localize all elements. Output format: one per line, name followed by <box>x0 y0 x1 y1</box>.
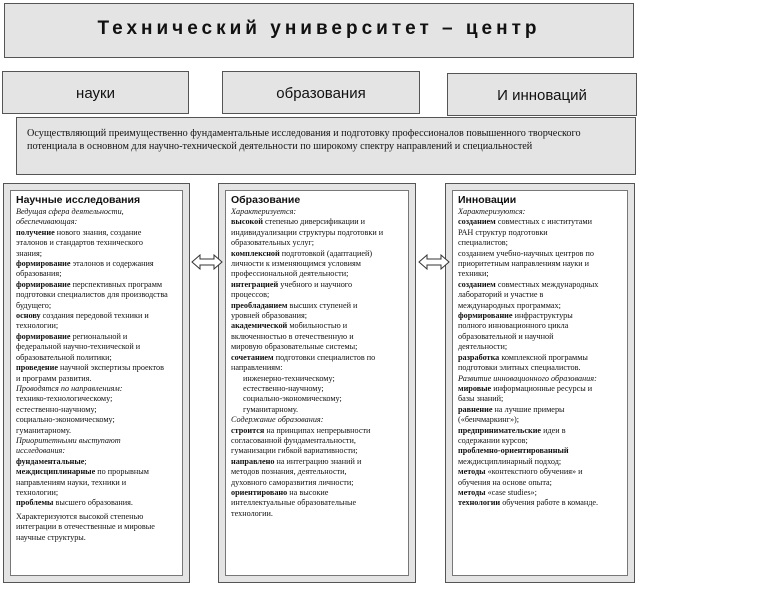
header-science <box>2 71 189 114</box>
list-item-text: индивидуализации структуры подготовки и <box>231 227 384 237</box>
list-item <box>16 394 177 404</box>
emphasis-term: строится <box>231 425 265 435</box>
list-item <box>231 457 403 467</box>
list-item <box>231 290 403 300</box>
list-item <box>16 512 177 522</box>
list-item <box>458 488 622 498</box>
emphasis-term: созданием <box>458 279 496 289</box>
emphasis-term: направлено <box>231 456 275 466</box>
list-item-text: приоритетным направлениям науки и <box>458 259 590 269</box>
list-item <box>231 394 403 404</box>
list-item-text: естественно-научному; <box>243 383 324 393</box>
emphasis-term: методы <box>458 467 486 477</box>
list-item-text: Развитие инновационного образования: <box>458 373 597 383</box>
list-item <box>458 394 622 404</box>
list-item-text: нового знания, создание <box>54 227 142 237</box>
emphasis-term: равнение <box>458 404 493 414</box>
double-arrow-icon <box>191 254 223 270</box>
list-item <box>458 467 622 477</box>
list-item <box>16 228 177 238</box>
list-item <box>231 478 403 488</box>
emphasis-term: мировые <box>458 383 492 393</box>
list-item <box>231 384 403 394</box>
list-item <box>16 405 177 415</box>
description-box <box>16 117 636 175</box>
list-item <box>458 436 622 446</box>
list-item-text: образования; <box>16 269 62 279</box>
list-item-text: образовательной и научной <box>458 331 554 341</box>
list-item <box>231 509 403 519</box>
list-item <box>231 405 403 415</box>
column-education-title: Образование <box>231 194 301 206</box>
list-item-text: инженерно-техническому; <box>243 373 335 383</box>
list-item <box>16 533 177 543</box>
list-item-text: Характеризуются: <box>458 207 526 216</box>
emphasis-term: основу <box>16 311 41 321</box>
list-item-text: технико-технологическому; <box>16 394 113 404</box>
description-text <box>27 127 627 153</box>
list-item <box>231 436 403 446</box>
list-item-text: Содержание образования: <box>231 415 324 425</box>
list-item <box>458 426 622 436</box>
emphasis-term: формирование <box>16 279 71 289</box>
list-item-text: будущего; <box>16 300 52 310</box>
list-item-text: Проводятся по направлениям: <box>16 383 123 393</box>
list-item <box>231 374 403 384</box>
list-item-text: учебного и научного <box>278 279 353 289</box>
list-item <box>231 217 403 227</box>
list-item-text: техники; <box>458 269 489 279</box>
list-item <box>458 269 622 279</box>
list-item <box>231 446 403 456</box>
list-item <box>16 488 177 498</box>
list-item-text: Ведущая сфера деятельности, <box>16 207 124 216</box>
column-research-title: Научные исследования <box>16 194 141 206</box>
list-item-text: на принципах непрерывности <box>264 425 371 435</box>
list-item-text: подготовки специалистов для производства <box>16 290 168 300</box>
emphasis-term: формирование <box>16 331 71 341</box>
list-item-text: технологии; <box>16 487 59 497</box>
list-item-text: социально-экономическому; <box>243 394 342 404</box>
list-item <box>16 290 177 300</box>
emphasis-term: интеграцией <box>231 279 279 289</box>
list-item-text: обучения на основе опыта; <box>458 477 552 487</box>
list-item-text: федеральной научно-технической и <box>16 342 141 352</box>
list-item <box>458 217 622 227</box>
description-line: Осуществляющий преимущественно фундаментальные исследования и подготовку профессионалов повышенного творческого <box>27 128 581 139</box>
diagram-title: Технический университет – центр <box>97 18 541 39</box>
title-box <box>4 3 634 58</box>
list-item <box>231 301 403 311</box>
emphasis-term: методы <box>458 487 486 497</box>
list-item <box>16 457 177 467</box>
list-item-text: степенью диверсификации и <box>262 217 366 227</box>
list-item <box>16 332 177 342</box>
list-item <box>16 522 177 532</box>
list-item-text: комплексной программы <box>499 352 588 362</box>
emphasis-term: технологии <box>458 498 501 508</box>
list-item-text: содержании курсов; <box>458 435 528 445</box>
list-item-text: интеллектуальные образовательные <box>231 498 357 508</box>
list-item <box>16 207 177 217</box>
column-innovation-body <box>452 190 628 576</box>
list-item-text: на высокие <box>287 487 329 497</box>
list-item <box>16 426 177 436</box>
list-item-text: подготовки элитных специалистов. <box>458 363 581 373</box>
list-item <box>16 415 177 425</box>
emphasis-term: академической <box>231 321 288 331</box>
list-item-text: включенностью в отечественную и <box>231 331 354 341</box>
header-education <box>222 71 420 114</box>
list-item-text: «контекстного обучения» и <box>485 467 583 477</box>
list-item <box>16 498 177 508</box>
list-item <box>458 321 622 331</box>
emphasis-term: комплексной <box>231 248 280 258</box>
list-item <box>231 311 403 321</box>
list-item <box>16 238 177 248</box>
column-education-lines <box>231 207 403 519</box>
column-innovation-title: Инновации <box>458 194 517 206</box>
list-item-text: гуманитарному. <box>16 425 72 435</box>
list-item <box>458 415 622 425</box>
list-item-text: подготовкой (адаптацией) <box>279 248 373 258</box>
column-education <box>218 183 416 583</box>
list-item <box>458 363 622 373</box>
list-item <box>231 249 403 259</box>
list-item-text: исследования: <box>16 446 66 456</box>
list-item-text: междисциплинарный подход; <box>458 456 562 466</box>
list-item-text: эталонов и содержания <box>70 259 154 269</box>
list-item-text: на лучшие примеры <box>492 404 565 414</box>
emphasis-term: сочетанием <box>231 352 274 362</box>
column-research <box>3 183 190 583</box>
emphasis-term: преобладанием <box>231 300 288 310</box>
list-item-text: уровней образования; <box>231 311 308 321</box>
list-item-text: инфраструктуры <box>512 311 573 321</box>
list-item-text: духовного саморазвития личности; <box>231 477 354 487</box>
list-item-text: полного инновационного цикла <box>458 321 569 331</box>
list-item-text: лабораторий и участие в <box>458 290 544 300</box>
list-item-text: базы знаний; <box>458 394 504 404</box>
list-item-text: социально-экономическому; <box>16 415 115 425</box>
list-item <box>16 301 177 311</box>
list-item-text: высшего образования. <box>53 498 133 508</box>
list-item <box>16 446 177 456</box>
list-item-text: интеграции в отечественные и мировые <box>16 522 155 532</box>
list-item <box>458 374 622 384</box>
list-item-text: обучения работе в команде. <box>500 498 599 508</box>
list-item <box>458 384 622 394</box>
list-item <box>16 374 177 384</box>
list-item <box>458 259 622 269</box>
list-item <box>458 238 622 248</box>
list-item <box>458 405 622 415</box>
emphasis-term: получение <box>16 227 55 237</box>
list-item <box>16 342 177 352</box>
list-item-text: мировую образовательные системы; <box>231 342 358 352</box>
list-item <box>231 228 403 238</box>
list-item <box>231 259 403 269</box>
list-item-text: перспективных программ <box>70 279 163 289</box>
column-education-body <box>225 190 409 576</box>
emphasis-term: высокой <box>231 217 263 227</box>
list-item <box>16 478 177 488</box>
list-item <box>458 457 622 467</box>
list-item-text: по прорывным <box>95 467 149 477</box>
list-item-text: подготовки специалистов по <box>273 352 376 362</box>
list-item <box>16 353 177 363</box>
list-item-text: деятельности; <box>458 342 508 352</box>
list-item <box>458 332 622 342</box>
list-item <box>16 249 177 259</box>
list-item <box>16 269 177 279</box>
list-item-text: информационные ресурсы и <box>491 383 593 393</box>
list-item-text: «case studies»; <box>485 487 537 497</box>
list-item <box>458 207 622 217</box>
list-item <box>231 498 403 508</box>
list-item <box>458 228 622 238</box>
list-item <box>16 217 177 227</box>
list-item <box>231 238 403 248</box>
list-item-text: ; <box>84 456 87 466</box>
list-item <box>16 436 177 446</box>
list-item-text: мобильностью и <box>287 321 348 331</box>
list-item-text: образовательных услуг; <box>231 238 315 248</box>
list-item <box>231 363 403 373</box>
list-item-text: естественно-научному; <box>16 404 97 414</box>
emphasis-term: формирование <box>16 259 71 269</box>
list-item <box>16 259 177 269</box>
header-education-label: образования <box>276 85 366 102</box>
list-item-text: гуманизации гибкой вариативности; <box>231 446 358 456</box>
emphasis-term: разработка <box>458 352 500 362</box>
list-item-text: эталонов и стандартов технического <box>16 238 143 248</box>
list-item <box>231 207 403 217</box>
column-research-body <box>10 190 183 576</box>
list-item-text: специалистов; <box>458 238 508 248</box>
list-item-text: региональной и <box>70 331 128 341</box>
list-item-text: научной экспертизы проектов <box>57 363 164 373</box>
list-item <box>458 446 622 456</box>
list-item <box>458 280 622 290</box>
list-item <box>16 311 177 321</box>
list-item-text: Приоритетными выступают <box>16 435 121 445</box>
list-item-text: научные структуры. <box>16 532 86 542</box>
list-item-text: процессов; <box>231 290 270 300</box>
list-item-text: идеи в <box>541 425 566 435</box>
list-item-text: личности к изменяющимся условиям <box>231 259 361 269</box>
emphasis-term: созданием <box>458 217 496 227</box>
list-item-text: направлениям науки, техники и <box>16 477 127 487</box>
list-item-text: совместных с институтами <box>495 217 592 227</box>
list-item-text: направлениям: <box>231 363 283 373</box>
list-item <box>458 301 622 311</box>
list-item-text: гуманитарному. <box>243 404 299 414</box>
list-item <box>458 498 622 508</box>
list-item-text: знания; <box>16 248 43 258</box>
column-innovation <box>445 183 635 583</box>
list-item <box>16 363 177 373</box>
list-item-text: Характеризуется: <box>231 207 297 216</box>
list-item <box>231 488 403 498</box>
list-item-text: созданием учебно-научных центров по <box>458 248 594 258</box>
list-item-text: технологии; <box>16 321 59 331</box>
list-item-text: на интеграцию знаний и <box>274 456 362 466</box>
list-item <box>458 342 622 352</box>
list-item <box>231 321 403 331</box>
list-item-text: согласованной фундаментальности, <box>231 435 356 445</box>
list-item-text: РАН структур подготовки <box>458 227 548 237</box>
list-item <box>16 321 177 331</box>
list-item <box>458 478 622 488</box>
list-item-text: создания передовой техники и <box>40 311 149 321</box>
list-item <box>231 426 403 436</box>
list-item-text: технологии. <box>231 508 273 518</box>
list-item-text: образовательной политики; <box>16 352 112 362</box>
header-innovation <box>447 73 637 116</box>
list-item <box>16 467 177 477</box>
emphasis-term: фундаментальные <box>16 456 85 466</box>
emphasis-term: междисциплинарные <box>16 467 96 477</box>
list-item <box>231 332 403 342</box>
list-item <box>231 342 403 352</box>
list-item <box>458 353 622 363</box>
emphasis-term: предпринимательские <box>458 425 542 435</box>
column-research-lines <box>16 207 177 543</box>
list-item-text: и программ развития. <box>16 373 92 383</box>
list-item-text: международных программах; <box>458 300 561 310</box>
list-item <box>231 353 403 363</box>
header-science-label: науки <box>76 85 115 102</box>
header-innovation-label: И инноваций <box>497 87 587 104</box>
double-arrow-icon <box>418 254 450 270</box>
emphasis-term: проблемы <box>16 498 54 508</box>
list-item <box>231 415 403 425</box>
list-item-text: профессиональной деятельности; <box>231 269 349 279</box>
list-item <box>231 467 403 477</box>
list-item-text: обеспечивающая: <box>16 217 78 227</box>
list-item <box>231 269 403 279</box>
list-item-text: («бенчмаркинг»); <box>458 415 520 425</box>
list-item-text: методов познания, деятельности, <box>231 467 347 477</box>
list-item <box>458 249 622 259</box>
list-item-text: совместных международных <box>495 279 599 289</box>
list-item-text: высших ступеней и <box>287 300 358 310</box>
emphasis-term: формирование <box>458 311 513 321</box>
emphasis-term: проведение <box>16 363 58 373</box>
list-item <box>16 280 177 290</box>
description-line: потенциала в основном для научно-технической деятельности по широкому спектру направлений и специальностей <box>27 141 533 152</box>
list-item <box>231 280 403 290</box>
column-innovation-lines <box>458 207 622 509</box>
emphasis-term: ориентировано <box>231 487 288 497</box>
list-item <box>16 384 177 394</box>
list-item <box>458 290 622 300</box>
emphasis-term: проблемно-ориентированный <box>458 446 569 456</box>
list-item <box>458 311 622 321</box>
list-item-text: Характеризуются высокой степенью <box>16 511 144 521</box>
